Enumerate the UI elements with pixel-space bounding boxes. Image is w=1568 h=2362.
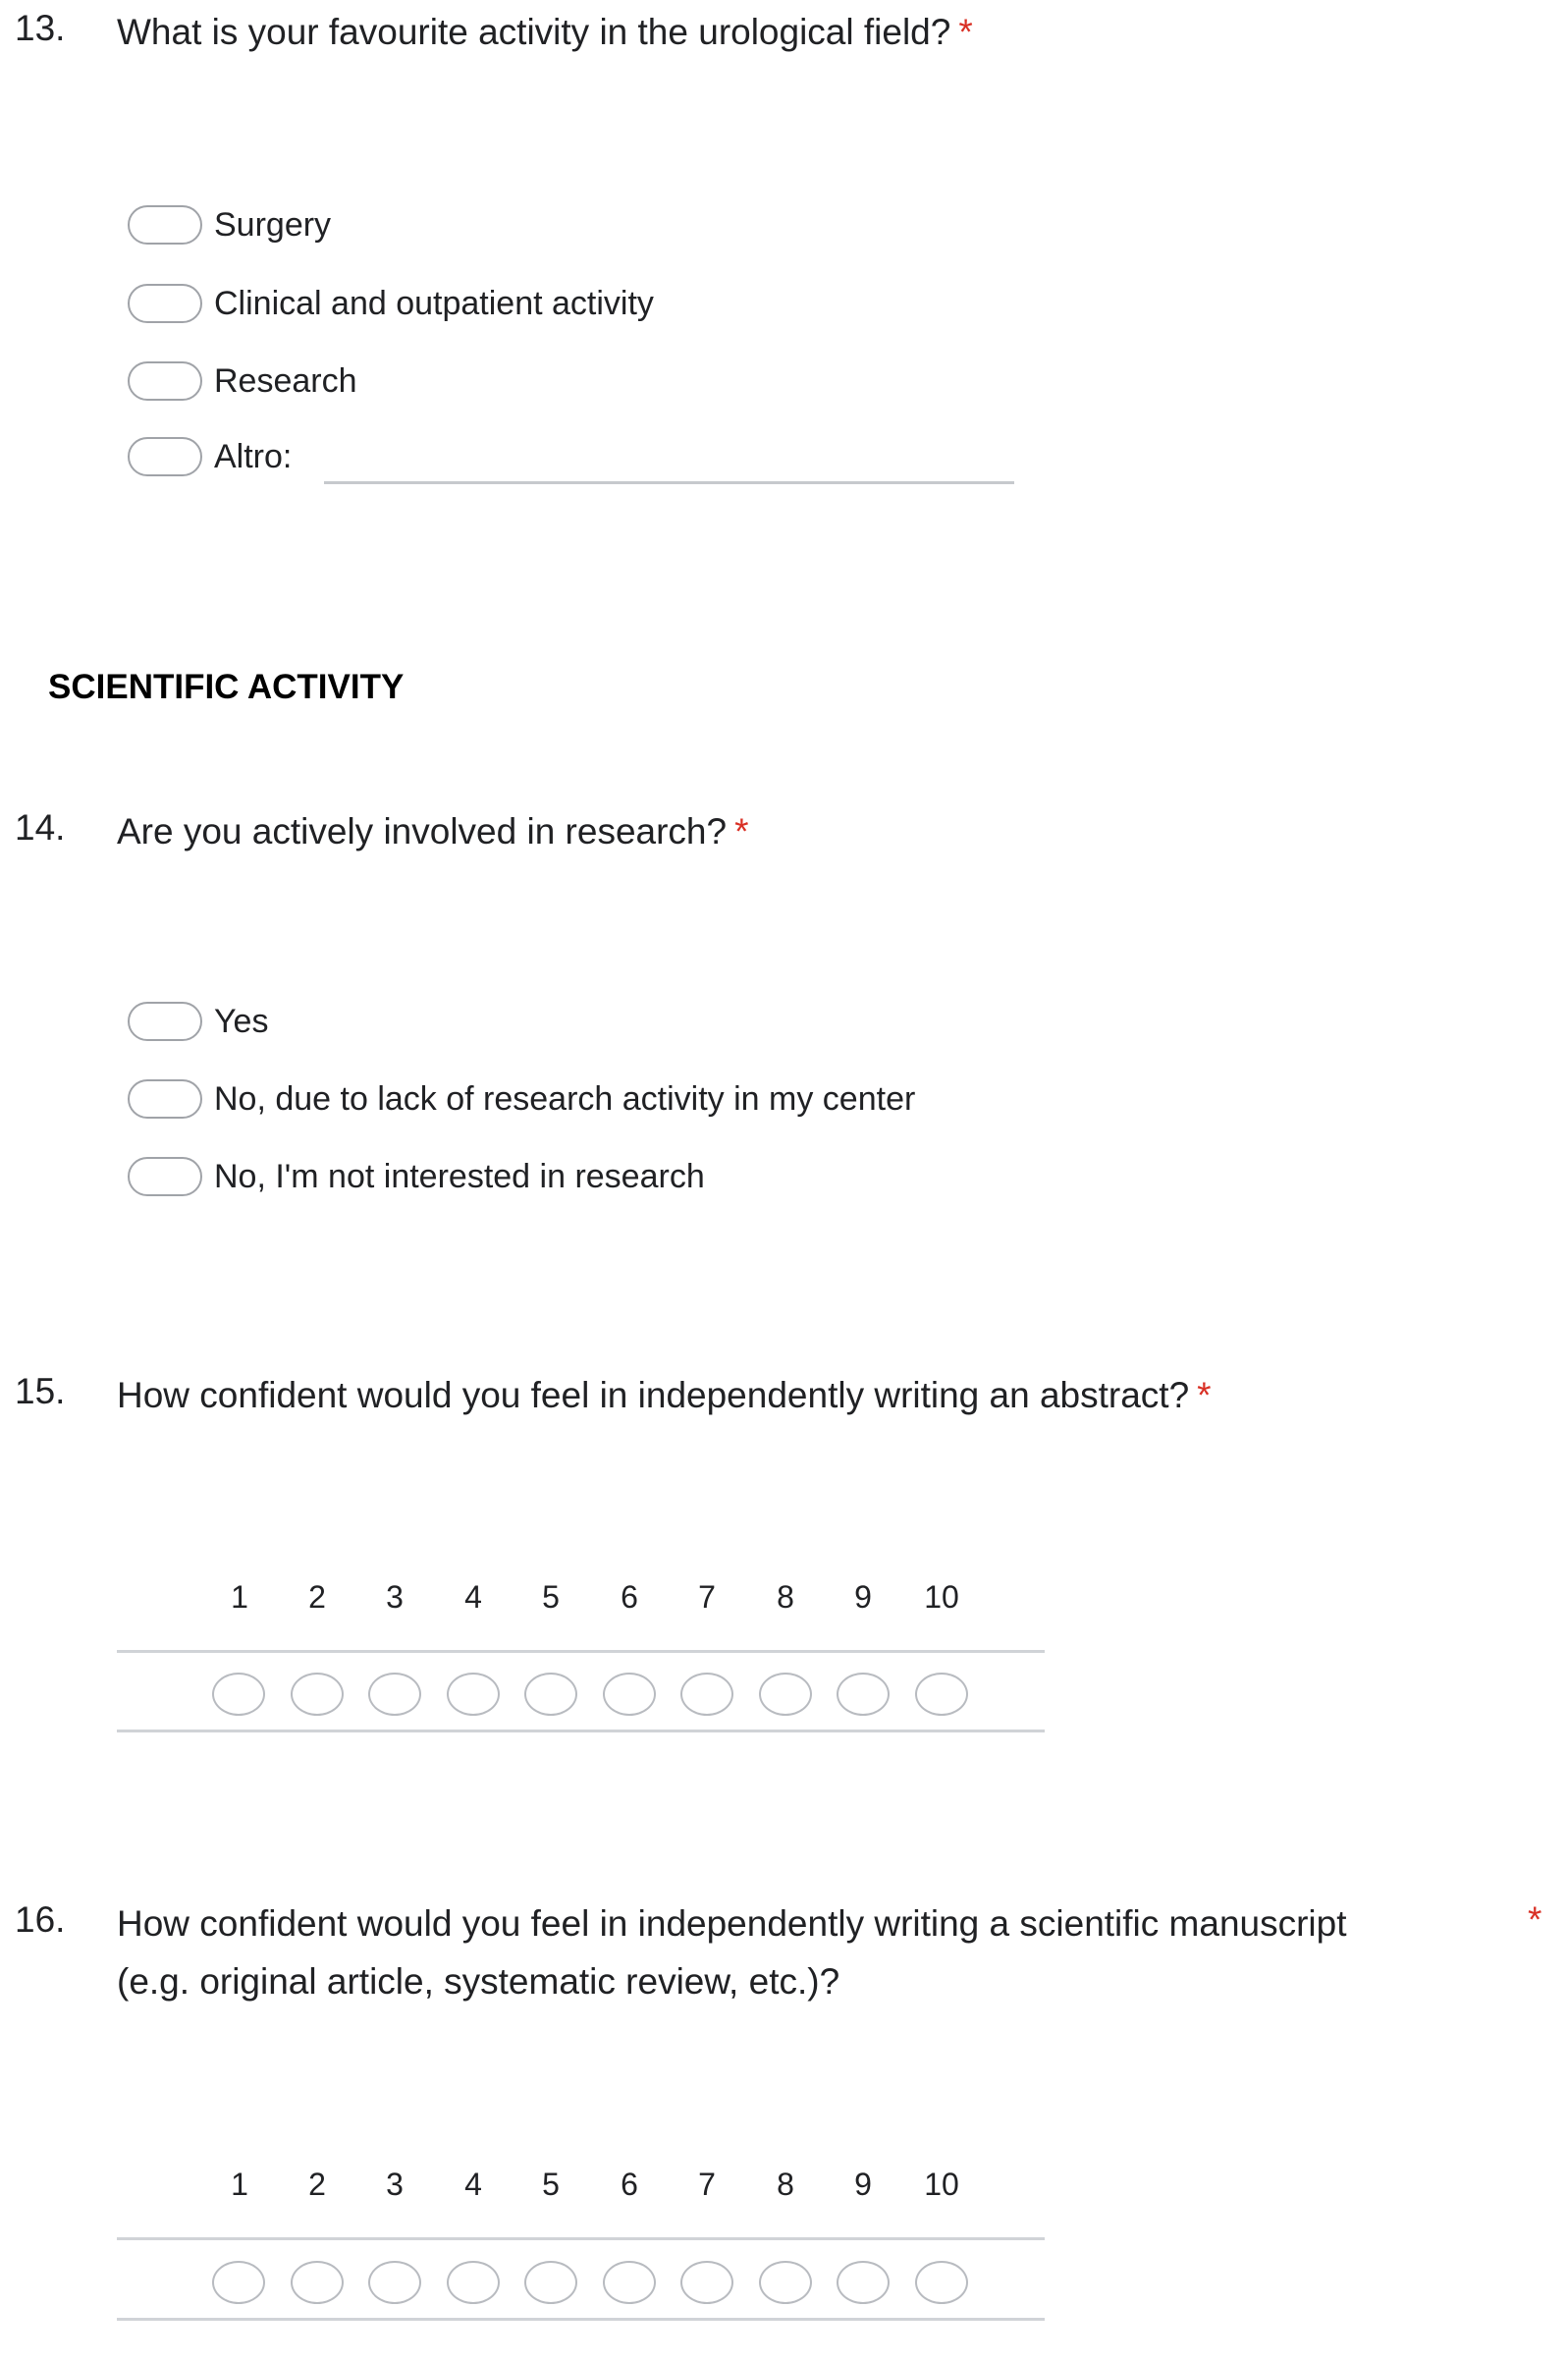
question-number: 13. [15, 8, 66, 48]
divider [117, 2318, 1045, 2321]
scale-label: 2 [308, 2167, 326, 2202]
option-label: No, due to lack of research activity in my center [214, 1079, 916, 1118]
radio-3[interactable] [368, 2261, 421, 2304]
option-label: Altro: [214, 437, 293, 475]
scale-label: 5 [542, 1579, 560, 1615]
radio-7[interactable] [680, 1673, 733, 1716]
checkbox-icon[interactable] [128, 1079, 202, 1119]
divider [117, 2237, 1045, 2240]
scale-label: 9 [854, 1579, 872, 1615]
option-clinical-outpatient[interactable] [128, 282, 654, 325]
checkbox-icon[interactable] [128, 1002, 202, 1041]
scale-label: 7 [698, 2167, 716, 2202]
scale-label: 4 [464, 1579, 482, 1615]
radio-9[interactable] [837, 2261, 890, 2304]
radio-8[interactable] [759, 1673, 812, 1716]
scale-label: 3 [386, 1579, 404, 1615]
scale-label: 9 [854, 2167, 872, 2202]
question-text-line1: How confident would you feel in independently writing a scientific manuscript [117, 1903, 1347, 1944]
checkbox-icon[interactable] [128, 437, 202, 476]
checkbox-icon[interactable] [128, 205, 202, 245]
linear-scale [117, 2167, 1045, 2329]
scale-label: 6 [621, 1579, 638, 1615]
radio-5[interactable] [524, 1673, 577, 1716]
scale-label: 1 [231, 1579, 248, 1615]
scale-label: 10 [924, 2167, 959, 2202]
radio-1[interactable] [212, 2261, 265, 2304]
radio-3[interactable] [368, 1673, 421, 1716]
option-no-lack-of-research[interactable] [128, 1077, 915, 1121]
radio-4[interactable] [447, 1673, 500, 1716]
question-number: 14. [15, 807, 66, 848]
question-title [117, 802, 749, 860]
scale-label: 2 [308, 1579, 326, 1615]
radio-6[interactable] [603, 2261, 656, 2304]
radio-8[interactable] [759, 2261, 812, 2304]
checkbox-icon[interactable] [128, 361, 202, 401]
question-title [117, 1895, 1491, 2010]
required-asterisk: * [734, 811, 749, 851]
radio-6[interactable] [603, 1673, 656, 1716]
option-yes[interactable] [128, 1000, 268, 1043]
linear-scale [117, 1579, 1045, 1736]
option-other[interactable] [128, 435, 292, 478]
checkbox-icon[interactable] [128, 1157, 202, 1196]
required-asterisk: * [1528, 1899, 1542, 1940]
other-text-input[interactable] [324, 481, 1014, 484]
scale-label: 3 [386, 2167, 404, 2202]
scale-label: 8 [777, 1579, 794, 1615]
question-text: What is your favourite activity in the urological field? [117, 12, 951, 52]
radio-9[interactable] [837, 1673, 890, 1716]
radio-1[interactable] [212, 1673, 265, 1716]
divider [117, 1730, 1045, 1732]
question-title [117, 3, 973, 61]
scale-label: 7 [698, 1579, 716, 1615]
option-label: No, I'm not interested in research [214, 1157, 705, 1195]
checkbox-icon[interactable] [128, 284, 202, 323]
option-no-not-interested[interactable] [128, 1155, 705, 1198]
scale-label: 4 [464, 2167, 482, 2202]
scale-label: 5 [542, 2167, 560, 2202]
option-surgery[interactable] [128, 203, 331, 247]
question-number: 16. [15, 1899, 66, 1940]
scale-label: 10 [924, 1579, 959, 1615]
radio-2[interactable] [291, 2261, 344, 2304]
option-label: Research [214, 361, 357, 400]
radio-10[interactable] [915, 1673, 968, 1716]
section-title: SCIENTIFIC ACTIVITY [48, 668, 405, 706]
scale-labels [117, 1579, 1045, 1622]
option-research[interactable] [128, 359, 357, 403]
radio-2[interactable] [291, 1673, 344, 1716]
scale-labels [117, 2167, 1045, 2210]
radio-7[interactable] [680, 2261, 733, 2304]
scale-label: 6 [621, 2167, 638, 2202]
option-label: Yes [214, 1002, 269, 1040]
required-asterisk: * [958, 12, 973, 52]
radio-4[interactable] [447, 2261, 500, 2304]
option-label: Clinical and outpatient activity [214, 284, 654, 322]
question-text-line2: (e.g. original article, systematic review, etc.)? [117, 1961, 840, 2002]
question-text: Are you actively involved in research? [117, 811, 728, 851]
radio-10[interactable] [915, 2261, 968, 2304]
question-number: 15. [15, 1371, 66, 1411]
question-title [117, 1366, 1212, 1424]
option-label: Surgery [214, 205, 332, 244]
radio-5[interactable] [524, 2261, 577, 2304]
divider [117, 1650, 1045, 1653]
scale-label: 8 [777, 2167, 794, 2202]
question-text: How confident would you feel in independently writing an abstract? [117, 1375, 1190, 1415]
required-asterisk: * [1197, 1375, 1212, 1415]
scale-label: 1 [231, 2167, 248, 2202]
